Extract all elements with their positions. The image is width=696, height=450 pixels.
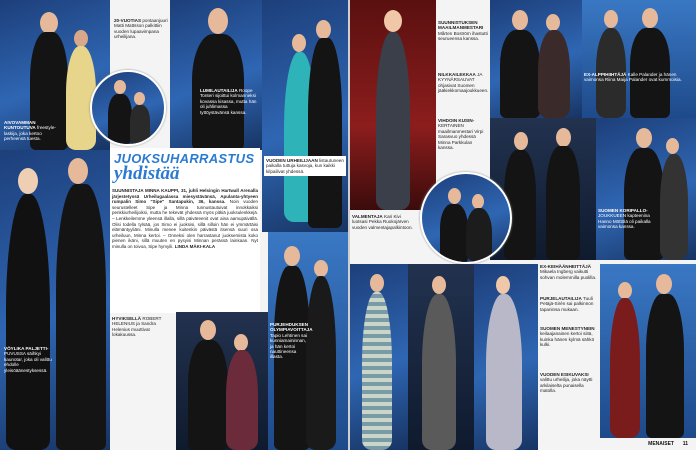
caption-17: VUODEN ESIKUVAKSI valittu urheilija, joka näytti arkilaiselta punaisella matolla. <box>540 372 593 394</box>
photo-couple-bottom-right <box>268 232 348 450</box>
caption-16: SUOMEN MENESTYNEIN keilaajanainen kertoi siitä, kuinka hänen kylmä sähkö kulki. <box>540 326 595 348</box>
caption-2: AIVOVAMMAN KUNTOUTUVA freestyle-laskija, joka kertoo perheensä tuesta. <box>4 120 56 142</box>
photo-couple-top-right2 <box>582 0 696 118</box>
article-text: Noin vuoden seurustelleet Sipe ja Minna tunnustautuivat innokkaiksi penkkiurheilijoiksi, mutta he tekevät yhdessä myös pitkiä juoksulenkkejä. – Lenkkeilemme yleensä illalla, sillä päiväreenit ovat aina aamupäivällä. Olisi todella tylsää, jos Simo ei juoksisi, sillä silloin hän ei ymmärtäisi elämäntyyliäni. Minulla menee kuitenkin päivästä itsensä suuri osa urheiluun, Minna kertoi. – Onneksi olen harrastanut juoksemista koko pienen ikäni, sillä muuten en pysyisi Minnan perässä lainkaan. Nyt minulla on toivoa, Sipe hymyili. <box>112 199 258 249</box>
caption-box-top <box>110 0 170 70</box>
caption-4: VUODEN URHEILIJAAN listautuneen paikalla tuttuja kasvoja, kun kaikki kilpailivat yhdessä. <box>264 156 346 176</box>
caption-8: VALMENTAJA Kari Kivi luotsasi Pekka Ruokojärven vuoden valmentajapalkintoon. <box>352 214 413 230</box>
caption-10: NILKKAILEKKAA JA KYYNÄRSAUVAT ohjasivat Suomen jääkiekkomaajoukkueen. <box>438 72 489 94</box>
photo-couple-top-right1 <box>490 0 582 118</box>
photo-circle-right <box>420 172 512 264</box>
photo-couple-right-middle <box>596 118 696 260</box>
caption-12: EX-ALPPIHIIHTÄJÄ Kalle Palander ja hänen vaimonsa Riina Maija Palander ovat kummoisia. <box>584 72 682 83</box>
caption-3: LUMILAUTAILIJA Roope Tonteri sijoittui kolmanneksi kovassa kisassa, mutta hän oli juhlimassa tyttöystävänsä kanssa. <box>200 88 257 115</box>
article-lead: SUUNNISTAJA MINNA KAUPPI, 31, juhli Helsingin Hartwall Arenalla järjestetyssä Urheilugaalassa miesystävänsä, Apulanta-yhtyeen rumpalin Simo "Sipe" Santapukin, 36, kanssa. <box>112 188 258 205</box>
photo-man-top-center <box>170 0 262 150</box>
photo-woman-turquoise <box>262 0 348 232</box>
magazine-name: MENAISET <box>648 441 674 447</box>
caption-5: VÖYLIKA PALJETTI- PUVUSSA säihkyi kaunotar, joka oli valittu ehdolle yleisöäänestyksessä. <box>4 346 52 373</box>
caption-14: EX-KEIHÄÄNHEITTÄJÄ Mikaela Ingberg vaikutti sohvan molemmilla puolilla. <box>540 264 597 280</box>
photo-woman-sequin <box>474 264 538 450</box>
caption-9: SUUNNISTUKSEN MAAILMANMESTARI Mårten Boström ihastutti seurueensa kanssa. <box>438 20 488 42</box>
photo-main-couple <box>0 150 110 450</box>
photo-couple-bottom-far-right <box>600 264 696 438</box>
caption-1: 20-VUOTIAS pontaanjuuri Matti Mattsson palkittiin vuoden lupaavimpana urheilijana. <box>114 18 168 40</box>
caption-6: HYVIKSELLÄ ROBERT HELENIUS ja Sandra Helenius muuttivat lokakuussa. <box>112 316 162 338</box>
article-body <box>112 188 258 250</box>
photo-woman-striped <box>350 264 408 450</box>
photo-woman-grey <box>408 264 474 450</box>
headline-line2: yhdistää <box>114 163 180 184</box>
headline-line1: JUOKSUHARRASTUS <box>114 151 255 166</box>
photo-couple-top-left <box>0 0 110 150</box>
article-byline: LINDA MÄKI-KALA <box>174 243 216 249</box>
caption-11: VIHDOIN KUSIN- KERTAINEN maailmanmestari Virpi Sarasvuo yhdessä Minna Parkkulan kanssa. <box>438 118 484 151</box>
photo-circle-couple <box>90 70 166 146</box>
page-number: 11 <box>682 441 688 447</box>
caption-7: PURJEHDUKSEN OLYMPIAVOITTAJA Tapio Lehtinen sai kunniamaininnan, ja hän kertoi nauttineensa illasta. <box>270 322 313 360</box>
photo-couple-bottom-center <box>176 312 268 450</box>
caption-13: SUOMEN KORIPALLO- JOUKKUEEN kapteenina Hanno Möttölä oli paikalla vaimonsa kanssa. <box>598 208 651 230</box>
caption-15: PURJELAUTAILIJA Tuuli Petäjä-Sirén sai palkinnon tapaninsa mukaan. <box>540 296 594 312</box>
photo-woman-red-carpet <box>350 0 436 210</box>
